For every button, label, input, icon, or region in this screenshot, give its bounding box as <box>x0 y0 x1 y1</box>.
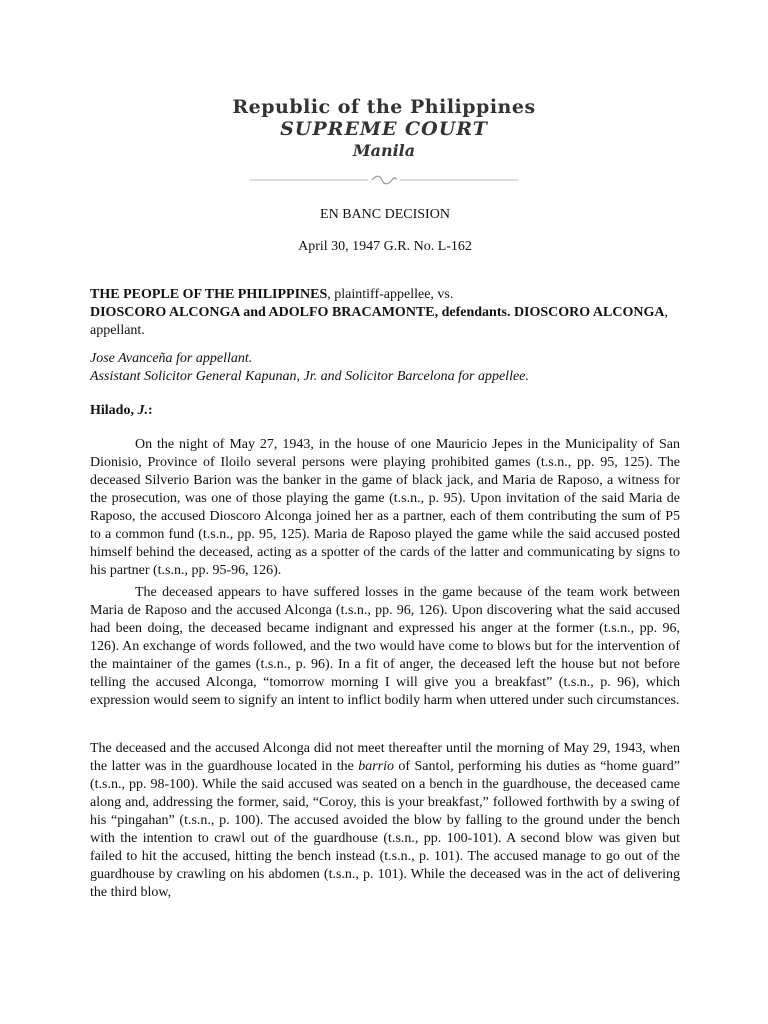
case-parties <box>90 286 680 340</box>
date-and-gr-number: April 30, 1947 G.R. No. L-162 <box>298 239 472 254</box>
paragraph-3-italic-barrio: barrio <box>358 759 394 774</box>
counsel-appellee: Assistant Solicitor General Kapunan, Jr. and Solicitor Barcelona for appellee. <box>90 369 529 384</box>
party-plaintiff <box>90 286 680 304</box>
ponente-colon: : <box>147 403 153 418</box>
masthead-manila: Manila <box>352 141 416 160</box>
counsel-appellant: Jose Avanceña for appellant. <box>90 351 253 366</box>
ponente-name: Hilado, <box>90 403 138 418</box>
ornamental-divider-icon <box>250 173 518 187</box>
masthead-supreme-court: SUPREME COURT <box>280 118 488 140</box>
party-plaintiff-role: , plaintiff-appellee, vs. <box>327 287 454 302</box>
party-plaintiff-name: THE PEOPLE OF THE PHILIPPINES <box>90 287 328 302</box>
body-paragraph-2: The deceased appears to have suffered losses in the game because of the team work between Maria de Raposo and the accused Alconga (t.s.n., pp. 96, 126). Upon discovering what the said accused had been doing, the deceased became indignant and expressed his anger at the former (t.s.n., pp. 96, 126). An exchange of words followed, and the two would have come to blows but for the intervention of the maintainer of the games (t.s.n., p. 96). In a fit of anger, the deceased left the house but not before telling the accused Alconga, “tomorrow morning I will give you a breakfast” (t.s.n., p. 96), which expression would seem to signify an intent to inflict bodily harm when uttered under such circumstances. <box>90 585 680 708</box>
paragraph-3-part-a: The deceased and the accused Alconga did not meet thereafter until the morning of May 29, 1943, when the latter was in the guardhouse located in the <box>90 741 680 774</box>
paragraph-3-part-b: of Santol, performing his duties as “home guard” (t.s.n., pp. 98-100). While the said accused was seated on a bench in the guardhouse, the deceased came along and, addressing the former, said, “Coroy, this is your breakfast,” followed forthwith by a swing of his “pingahan” (t.s.n., p. 100). The accused avoided the blow by falling to the ground under the bench with the intention to crawl out of the guardhouse (t.s.n., pp. 100-101). A second blow was given but failed to hit the accused, hitting the bench instead (t.s.n., p. 101). The accused manage to go out of the guardhouse by crawling on his abdomen (t.s.n., p. 101). While the deceased was in the act of delivering the third blow, <box>90 759 680 900</box>
body-paragraph-1: On the night of May 27, 1943, in the house of one Mauricio Jepes in the Municipality of San Dionisio, Province of Iloilo several persons were playing prohibited games (t.s.n., pp. 95, 125). The deceased Silverio Barion was the banker in the game of black jack, and Maria de Raposo, a witness for the prosecution, was one of those playing the game (t.s.n., p. 95). Upon invitation of the said Maria de Raposo, the accused Dioscoro Alconga joined her as a partner, each of them contributing the sum of P5 to a common fund (t.s.n., pp. 95, 125). Maria de Raposo played the game while the said accused posted himself behind the deceased, acting as a spotter of the cards of the latter and communicating by signs to his partner (t.s.n., pp. 95-96, 126). <box>90 437 680 578</box>
party-defendants-names: DIOSCORO ALCONGA and ADOLFO BRACAMONTE, defendants. DIOSCORO ALCONGA <box>90 305 665 320</box>
masthead-republic: Republic of the Philippines <box>232 96 536 118</box>
party-appellant-role: , appellant. <box>90 305 668 338</box>
body-paragraph-3 <box>90 740 680 902</box>
ponente-title: J. <box>137 403 148 418</box>
counsel-block <box>90 350 680 386</box>
masthead <box>0 96 768 162</box>
ponente <box>90 402 680 420</box>
party-defendants <box>90 304 680 340</box>
decision-type: EN BANC DECISION <box>320 207 450 222</box>
